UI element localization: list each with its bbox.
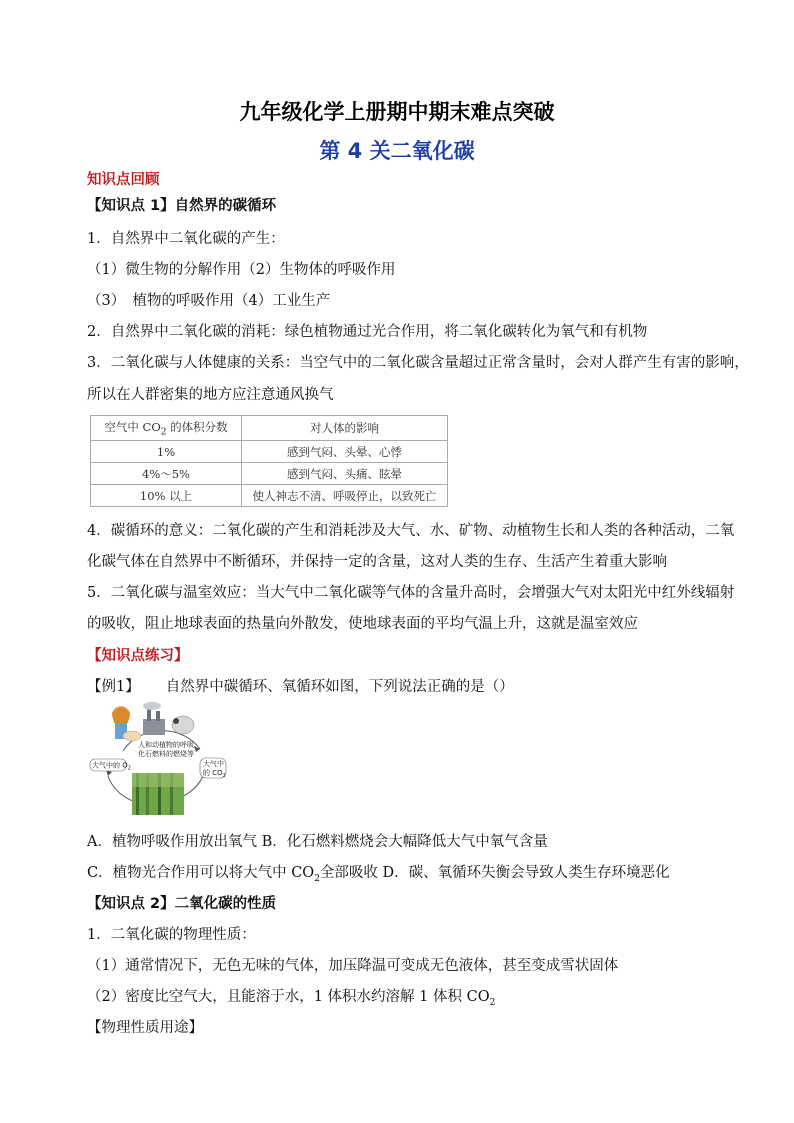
- paragraph-line: 4．碳循环的意义：二氧化碳的产生和消耗涉及大气、水、矿物、动植物生长和人类的各种活动，二氧: [87, 523, 735, 539]
- chimney-icon: [147, 709, 151, 721]
- paragraph-line: （1）微生物的分解作用（2）生物体的呼吸作用: [87, 262, 396, 278]
- paragraph-line: 1．二氧化碳的物理性质：: [87, 927, 256, 943]
- practice-heading: 【知识点练习】: [87, 648, 189, 664]
- paragraph-line: 的吸收，阻止地球表面的热量向外散发，使地球表面的平均气温上升，这就是温室效应: [87, 616, 638, 632]
- options-ab: A．植物呼吸作用放出氧气 B．化石燃料燃烧会大幅降低大气中氧气含量: [87, 834, 548, 850]
- document-subtitle: 第 4 关二氧化碳: [319, 139, 475, 163]
- table-cell: 使人神志不清、呼吸停止，以致死亡: [242, 485, 448, 507]
- figure-label: 化石燃料的燃烧等: [138, 750, 194, 758]
- table-cell: 感到气闷、头痛、眩晕: [242, 463, 448, 485]
- table-header-cell: 对人体的影响: [242, 416, 448, 441]
- figure-label: 人和动植物的呼吸、: [138, 741, 201, 749]
- paragraph-line: 所以在人群密集的地方应注意通风换气: [87, 387, 334, 403]
- canopy-icon: [132, 773, 184, 787]
- paragraph-line: 【物理性质用途】: [87, 1020, 203, 1036]
- cycle-arrow-left: [108, 776, 133, 801]
- paragraph-line: 2．自然界中二氧化碳的消耗：绿色植物通过光合作用，将二氧化碳转化为氧气和有机物: [87, 324, 648, 340]
- paragraph-line: 1．自然界中二氧化碳的产生：: [87, 231, 285, 247]
- table-cell: 4%～5%: [91, 463, 242, 485]
- figure-label-co2: 的 $CO_2$: [203, 769, 226, 779]
- figure-label: 大气中: [203, 760, 224, 768]
- co2-effects-table: [90, 415, 448, 507]
- sheep-head-icon: [173, 718, 179, 724]
- paragraph-line: （2）密度比空气大，且能溶于水，1 体积水约溶解 1 体积 $CO_2$: [87, 989, 496, 1008]
- table-header-cell: 空气中 $CO_2$ 的体积分数: [91, 416, 242, 441]
- document-title: 九年级化学上册期中期末难点突破: [239, 100, 555, 124]
- review-heading: 知识点回顾: [87, 172, 160, 188]
- chimney-icon: [156, 711, 160, 721]
- table-cell: 1%: [91, 441, 242, 463]
- factory-icon: [143, 719, 165, 735]
- kp1-heading: 【知识点 1】自然界的碳循环: [87, 198, 277, 214]
- table-row: [91, 485, 448, 507]
- paragraph-line: 5．二氧化碳与温室效应：当大气中二氧化碳等气体的含量升高时，会增强大气对太阳光中红外线辐射: [87, 585, 735, 601]
- paragraph-line: （3） 植物的呼吸作用（4）工业生产: [87, 293, 331, 309]
- example-1: [87, 678, 717, 696]
- table-row: [91, 463, 448, 485]
- animal-icon: [123, 731, 141, 741]
- table-row: [91, 441, 448, 463]
- example-text: 自然界中碳循环、氧循环如图，下列说法正确的是（）: [165, 679, 514, 695]
- paragraph-line: 化碳气体在自然界中不断循环，并保持一定的含量，这对人类的生存、生活产生着重大影响: [87, 554, 667, 570]
- paragraph-line: 3．二氧化碳与人体健康的关系：当空气中的二氧化碳含量超过正常含量时，会对人群产生有害的影响，: [87, 355, 749, 371]
- options-cd: C．植物光合作用可以将大气中 $CO_2$全部吸收 D．碳、氧循环失衡会导致人类生存环境恶化: [87, 865, 670, 884]
- kp2-heading: 【知识点 2】二氧化碳的性质: [87, 896, 277, 912]
- table-header-row: [91, 416, 448, 441]
- example-label: 【例1】: [87, 679, 140, 695]
- figure-label-o2: 大气中的 $O_2$: [92, 761, 131, 772]
- table-cell: 感到气闷、头晕、心悸: [242, 441, 448, 463]
- carbon-cycle-figure: [88, 701, 228, 816]
- paragraph-line: （1）通常情况下，无色无味的气体，加压降温可变成无色液体，甚至变成雪状固体: [87, 958, 619, 974]
- smoke-icon: [143, 702, 161, 710]
- table-cell: 10% 以上: [91, 485, 242, 507]
